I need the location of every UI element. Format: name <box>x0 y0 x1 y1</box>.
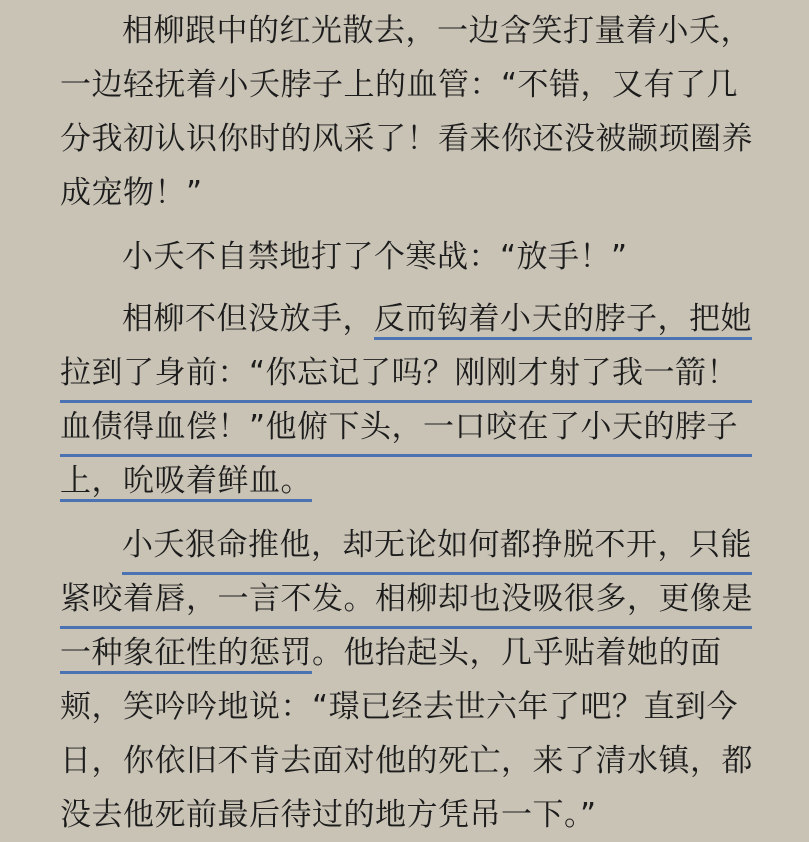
text-span: 。他抬起头，几乎贴着她的面 <box>312 635 722 671</box>
text-line <box>122 292 752 346</box>
text-line <box>60 788 752 842</box>
text-line <box>60 734 752 788</box>
text-line <box>60 680 752 734</box>
text-span: 小夭不自禁地打了个寒战：“放手！” <box>122 239 628 275</box>
text-span <box>122 301 752 340</box>
highlighted-span[interactable]: 上，吮吸着鲜血。 <box>60 463 312 502</box>
text-line <box>122 4 752 58</box>
text-span: 一边轻抚着小夭脖子上的血管：“不错，又有了几 <box>60 67 739 103</box>
text-line <box>60 626 752 680</box>
text-span: 小夭狠命推他，却无论如何都挣脱不开，只能 <box>122 527 752 563</box>
text-span: 相柳不但没放手， <box>122 301 374 337</box>
highlighted-span[interactable] <box>60 635 722 674</box>
text-span: 拉到了身前：“你忘记了吗？刚刚才射了我一箭！ <box>60 355 739 391</box>
highlighted-line[interactable] <box>122 518 752 575</box>
text-line <box>60 166 752 220</box>
text-line <box>60 58 752 112</box>
text-line <box>60 112 752 166</box>
text-span: 血债得血偿！”他俯下头，一口咬在了小天的脖子 <box>60 409 739 445</box>
highlighted-line[interactable] <box>60 346 752 403</box>
text-span: 相柳跟中的红光散去，一边含笑打量着小夭， <box>122 13 752 49</box>
text-span: 颊，笑吟吟地说：“璟已经去世六年了吧？直到今 <box>60 689 739 725</box>
text-line <box>60 454 752 508</box>
text-line <box>122 230 752 284</box>
highlighted-span[interactable]: 反而钩着小天的脖子，把她 <box>374 301 752 340</box>
text-span: 成宠物！” <box>60 175 203 211</box>
highlighted-line[interactable] <box>60 572 752 629</box>
highlighted-line[interactable] <box>60 400 752 457</box>
text-span: 紧咬着唇，一言不发。相柳却也没吸很多，更像是 <box>60 581 753 617</box>
text-span: 没去他死前最后待过的地方凭吊一下。” <box>60 797 597 833</box>
highlighted-span[interactable]: 一种象征性的惩罚 <box>60 635 312 674</box>
text-span: 分我初认识你时的风采了！看来你还没被颛顼圈养 <box>60 121 753 157</box>
text-span: 日，你依旧不肯去面对他的死亡，来了清水镇，都 <box>60 743 753 779</box>
